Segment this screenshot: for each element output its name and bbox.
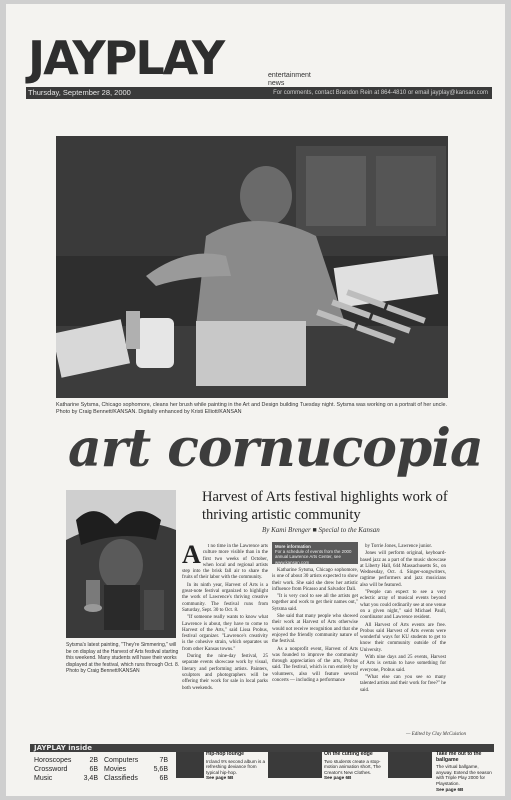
article-column-3 — [360, 544, 446, 695]
teaser-page: See page 5B — [206, 775, 234, 781]
index-item[interactable]: Horoscopes 2B — [34, 757, 98, 764]
teaser-thumbnail — [268, 752, 322, 778]
teaser-title: Hip-hop lounge — [206, 751, 245, 757]
more-info-box — [272, 542, 358, 564]
teaser-text: The virtual ballgame, anyway. Extend the season with Triple Play 2000 for Playstation. — [436, 764, 492, 786]
secondary-painting-photo — [66, 490, 176, 638]
drop-cap: A — [182, 540, 201, 569]
article-paragraph: In its ninth year, Harvest of Arts is a great-note festival organized to highlight the work of Lawrence's thriving creative community. The festival runs from Saturday, Sept. 30 to Oct. 8. — [182, 582, 268, 613]
index-row — [34, 774, 174, 783]
inside-label: JAYPLAY inside — [34, 744, 92, 752]
teaser-cutting-edge[interactable] — [324, 752, 386, 781]
masthead — [22, 31, 492, 97]
article-column-1 — [182, 540, 268, 693]
index-item[interactable]: Classifieds 6B — [104, 775, 168, 782]
painting-caption: Sytsma's latest painting, "They're Simmering," will be on display at the Harvest of Arts festival starting this weekend. Many students will have their works displayed at the festival, which runs through Oct. 8. Photo by Craig Bennett/KANSAN — [66, 642, 180, 675]
teaser-text: Ircland 9's second album is a refreshing deviance from typical hip-hop. — [206, 758, 266, 775]
article-paragraph: With nine days and 25 events, Harvest of Arts is certain to have something for everyone, Probus said. — [360, 655, 446, 673]
article-paragraph: "People can expect to see a very eclectic array of musical events beyond what you could ordinarily see at one venue on a given night," said Michael Paull, coordinator and Lawrence resident. — [360, 590, 446, 621]
article-column-2 — [272, 568, 358, 685]
index-item[interactable]: Music 3,4B — [34, 775, 98, 782]
article-paragraph: "If someone really wants to know what Lawrence is about, they have to come to Harvest of the Arts," said Lissa Probus, festival organizer. "Lawrence's creativity is the cohesive strain, which separates us from other Kansas towns." — [182, 615, 268, 652]
painting-image — [66, 490, 176, 638]
article-paragraph: Katharine Sytsma, Chicago sophomore, is one of about 30 artists expected to show their work. She said she drew her artistic influence from Picasso and Salvador Dali. — [272, 568, 358, 592]
index-row — [34, 756, 174, 765]
article-paragraph: As a nonprofit event, Harvest of Arts was founded to improve the community through appreciation of the arts, Probus said. The festival, which is run entirely by volunteers, also will feature several concerts — including a performance — [272, 646, 358, 684]
lead-photo-caption: Katharine Sytsma, Chicago sophomore, cleans her brush while painting in the Art and Design building Tuesday night. Sytsma was working on a portrait of her uncle. Photo by Craig Bennett/KANSAN. Digitally enhanced by Kristi Elliott/KANSAN — [56, 402, 448, 415]
article-paragraph: t no time in the Lawrence arts culture more visible than in the first two weeks of October, when local and regional artists step into the brisk fall air to share the fruits of their labor with the community. — [182, 544, 268, 581]
edited-by-credit: — Edited by Clay McCuistion — [406, 732, 466, 737]
more-info-text: For a schedule of events from the 2000 annual Lawrence Arts Center, see www.kansan.com — [275, 549, 352, 565]
teaser-title: On the cutting edge — [324, 751, 373, 757]
article-paragraph: All Harvest of Arts events are free. Probus said Harvest of Arts events were wonderful ways for KU students to get to know their community outside of the University. — [360, 622, 446, 653]
section-index — [34, 756, 174, 783]
teaser-page: See page 6B — [324, 775, 352, 781]
article-paragraph: During the nine-day festival, 25 separate events showcase work by visual, literary and performing artists. Painters, sculptors and photographers will be offering their work for sale in local parks both weekends. — [182, 654, 268, 691]
byline: By Kami Brenger ■ Special to the Kansan — [262, 526, 380, 534]
masthead-title: JAYPLAY — [28, 31, 224, 85]
article-paragraph: She said that many people who showed their work at Harvest of Arts otherwise would not receive recognition and that she enjoyed the friendly community nature of the festival. — [272, 614, 358, 645]
article-paragraph: by Torrie Jones, Lawrence junior. — [365, 544, 433, 549]
teaser-text: Two students create a stop-motion animation short, The Creator's New Clothes. — [324, 758, 381, 775]
inside-bar — [30, 744, 494, 752]
teaser-thumbnail — [388, 752, 432, 778]
masthead-subtitle: entertainment news — [268, 72, 311, 87]
more-info-title: More information — [275, 544, 311, 549]
teaser-ballgame[interactable] — [436, 752, 492, 792]
index-row — [34, 765, 174, 774]
teaser-page: See page 6B — [436, 786, 464, 792]
subheadline: Harvest of Arts festival highlights work of thriving artistic community — [202, 489, 448, 523]
lead-photo-image — [56, 136, 448, 398]
article-paragraph: "What else can you see so many talented artists and their work for free?" he said. — [360, 674, 446, 693]
newspaper-page — [6, 4, 505, 796]
lead-photo — [56, 136, 448, 398]
index-item[interactable]: Movies 5,6B — [104, 766, 168, 773]
masthead-date: Thursday, September 28, 2000 — [28, 88, 131, 97]
teaser-title: Take me out to the ballgame — [436, 751, 482, 763]
article-paragraph: Jones will perform original, keyboard-based jazz as a part of the music showcase at Liberty Hall, 644 Massachusetts St., on Wednesday, Oct. 4. Singer-songwriters, ragtime performers and jazz musicians also will be featured. — [360, 551, 446, 588]
masthead-contact: For comments, contact Brandon Rein at 864-4810 or email jayplay@kansan.com — [273, 90, 488, 96]
article-paragraph: "It is very cool to see all the artists get together and work to get their names out," Sytsma said. — [272, 594, 358, 612]
teaser-thumbnail — [176, 752, 204, 778]
index-item[interactable]: Crossword 6B — [34, 766, 98, 773]
index-item[interactable]: Computers 7B — [104, 757, 168, 764]
teaser-hip-hop[interactable] — [206, 752, 268, 781]
headline: art cornucopia — [68, 418, 483, 479]
